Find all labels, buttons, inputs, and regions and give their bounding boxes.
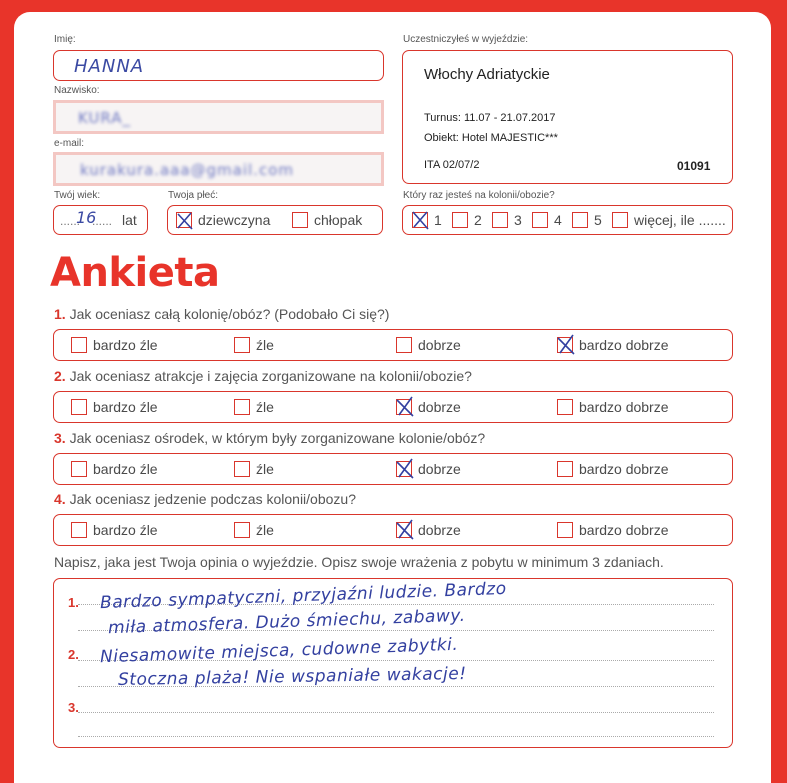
email-field[interactable] (53, 152, 384, 186)
rating-option[interactable] (234, 337, 274, 353)
question-number: 2. (54, 368, 66, 384)
rating-row (53, 453, 733, 485)
rating-option[interactable] (234, 522, 274, 538)
rating-option[interactable] (71, 399, 158, 415)
rating-label: źle (256, 461, 274, 477)
check-x-icon (411, 209, 431, 231)
rating-checkbox[interactable] (557, 337, 573, 353)
age-label: Twój wiek: (54, 190, 101, 201)
times-option-4[interactable] (532, 212, 562, 228)
handwritten-line: Niesamowite miejsca, cudowne zabytki. (99, 634, 459, 668)
check-x-icon (556, 334, 578, 356)
rating-checkbox[interactable] (557, 399, 573, 415)
trip-name: Włochy Adriatyckie (424, 66, 550, 83)
check-x-icon (395, 396, 417, 418)
rating-option[interactable] (71, 522, 158, 538)
rating-option[interactable] (557, 337, 669, 353)
name-field[interactable] (53, 50, 384, 81)
dotted-line (78, 736, 714, 737)
rating-checkbox[interactable] (71, 399, 87, 415)
trip-info-box (402, 50, 733, 184)
surname-value: KURA_ (78, 109, 131, 127)
age-dots-after: ...... (92, 214, 113, 228)
rating-checkbox[interactable] (557, 522, 573, 538)
email-value: kurakura.aaa@gmail.com (80, 161, 294, 179)
line-number: 2. (68, 647, 79, 662)
rating-checkbox[interactable] (396, 337, 412, 353)
email-label: e-mail: (54, 138, 85, 149)
question-label: Jak oceniasz jedzenie podczas kolonii/obozu? (69, 491, 356, 507)
rating-option[interactable] (557, 522, 669, 538)
rating-checkbox[interactable] (234, 399, 250, 415)
rating-option[interactable] (557, 461, 669, 477)
times-option-label: 4 (554, 212, 562, 228)
gender-option-label: dziewczyna (198, 212, 271, 228)
times-option-more[interactable] (612, 212, 726, 228)
name-value: HANNA (74, 56, 145, 77)
trip-code: ITA 02/07/2 (424, 159, 480, 171)
rating-label: bardzo źle (93, 337, 158, 353)
times-option-1[interactable] (412, 212, 442, 228)
question-number: 3. (54, 430, 66, 446)
times-option-3[interactable] (492, 212, 522, 228)
rating-option[interactable] (234, 399, 274, 415)
times-option-label: 3 (514, 212, 522, 228)
trip-turnus: Turnus: 11.07 - 21.07.2017 (424, 112, 556, 124)
times-checkbox[interactable] (492, 212, 508, 228)
gender-checkbox-male[interactable] (292, 212, 308, 228)
check-x-icon (175, 209, 195, 231)
rating-label: źle (256, 522, 274, 538)
trip-label: Uczestniczyłeś w wyjeździe: (403, 34, 529, 45)
rating-checkbox[interactable] (234, 461, 250, 477)
rating-option[interactable] (71, 461, 158, 477)
question-text (54, 306, 389, 322)
rating-option[interactable] (396, 337, 461, 353)
times-option-5[interactable] (572, 212, 602, 228)
rating-label: bardzo dobrze (579, 399, 669, 415)
rating-label: bardzo dobrze (579, 522, 669, 538)
times-checkbox[interactable] (452, 212, 468, 228)
rating-option[interactable] (557, 399, 669, 415)
times-checkbox[interactable] (532, 212, 548, 228)
rating-label: dobrze (418, 522, 461, 538)
rating-label: źle (256, 337, 274, 353)
dotted-line (78, 712, 714, 713)
gender-field (167, 205, 383, 235)
rating-checkbox[interactable] (234, 337, 250, 353)
question-label: Jak oceniasz atrakcje i zajęcia zorganizowane na kolonii/obozie? (69, 368, 472, 384)
rating-label: dobrze (418, 461, 461, 477)
rating-checkbox[interactable] (234, 522, 250, 538)
times-label: Który raz jesteś na kolonii/obozie? (403, 190, 555, 201)
times-option-label: 2 (474, 212, 482, 228)
rating-option[interactable] (396, 399, 461, 415)
times-field (402, 205, 733, 235)
handwritten-line: miła atmosfera. Dużo śmiechu, zabawy. (107, 605, 466, 639)
gender-option-label: chłopak (314, 212, 363, 228)
trip-number: 01091 (677, 159, 711, 173)
rating-row (53, 391, 733, 423)
rating-label: bardzo dobrze (579, 337, 669, 353)
times-option-label: 1 (434, 212, 442, 228)
rating-option[interactable] (396, 461, 461, 477)
question-label: Jak oceniasz całą kolonię/obóz? (Podobało Ci się?) (69, 306, 390, 322)
times-option-2[interactable] (452, 212, 482, 228)
age-field[interactable] (53, 205, 148, 235)
rating-option[interactable] (396, 522, 461, 538)
gender-option-male[interactable] (292, 212, 362, 228)
gender-option-female[interactable] (176, 212, 270, 228)
rating-checkbox[interactable] (71, 461, 87, 477)
rating-option[interactable] (234, 461, 274, 477)
handwritten-line: Stoczna plaża! Nie wspaniałe wakacje! (117, 663, 467, 691)
surname-label: Nazwisko: (54, 85, 100, 96)
rating-row (53, 514, 733, 546)
rating-checkbox[interactable] (71, 522, 87, 538)
rating-label: bardzo źle (93, 461, 158, 477)
rating-label: dobrze (418, 399, 461, 415)
times-option-label: więcej, ile ....... (634, 212, 726, 228)
question-number: 4. (54, 491, 66, 507)
rating-label: bardzo źle (93, 399, 158, 415)
question-text (54, 430, 485, 446)
times-checkbox[interactable] (612, 212, 628, 228)
name-label: Imię: (54, 34, 76, 45)
check-x-icon (395, 458, 417, 480)
line-number: 1. (68, 595, 79, 610)
times-checkbox[interactable] (572, 212, 588, 228)
question-number: 1. (54, 306, 66, 322)
age-dots-before: ...... (60, 214, 81, 228)
gender-checkbox-female[interactable] (176, 212, 192, 228)
surname-field[interactable] (53, 100, 384, 134)
gender-label: Twoja płeć: (168, 190, 219, 201)
age-unit: lat (122, 212, 137, 228)
rating-row (53, 329, 733, 361)
times-option-label: 5 (594, 212, 602, 228)
rating-option[interactable] (71, 337, 158, 353)
question-label: Jak oceniasz ośrodek, w którym były zorganizowane kolonie/obóz? (69, 430, 486, 446)
rating-checkbox[interactable] (71, 337, 87, 353)
question-text (54, 368, 472, 384)
handwritten-line: Bardzo sympatyczni, przyjaźni ludzie. Bardzo (99, 578, 507, 614)
rating-label: bardzo dobrze (579, 461, 669, 477)
rating-checkbox[interactable] (396, 399, 412, 415)
question-text (54, 491, 356, 507)
times-checkbox[interactable] (412, 212, 428, 228)
rating-checkbox[interactable] (557, 461, 573, 477)
opinion-prompt: Napisz, jaka jest Twoja opinia o wyjeździe. Opisz swoje wrażenia z pobytu w minimum 3 zdaniach. (54, 554, 664, 570)
line-number: 3. (68, 700, 79, 715)
rating-checkbox[interactable] (396, 461, 412, 477)
rating-checkbox[interactable] (396, 522, 412, 538)
trip-obiekt: Obiekt: Hotel MAJESTIC*** (424, 132, 558, 144)
survey-title: Ankieta (50, 250, 220, 296)
rating-label: bardzo źle (93, 522, 158, 538)
check-x-icon (395, 519, 417, 541)
age-value: 16 (76, 208, 97, 227)
rating-label: dobrze (418, 337, 461, 353)
rating-label: źle (256, 399, 274, 415)
